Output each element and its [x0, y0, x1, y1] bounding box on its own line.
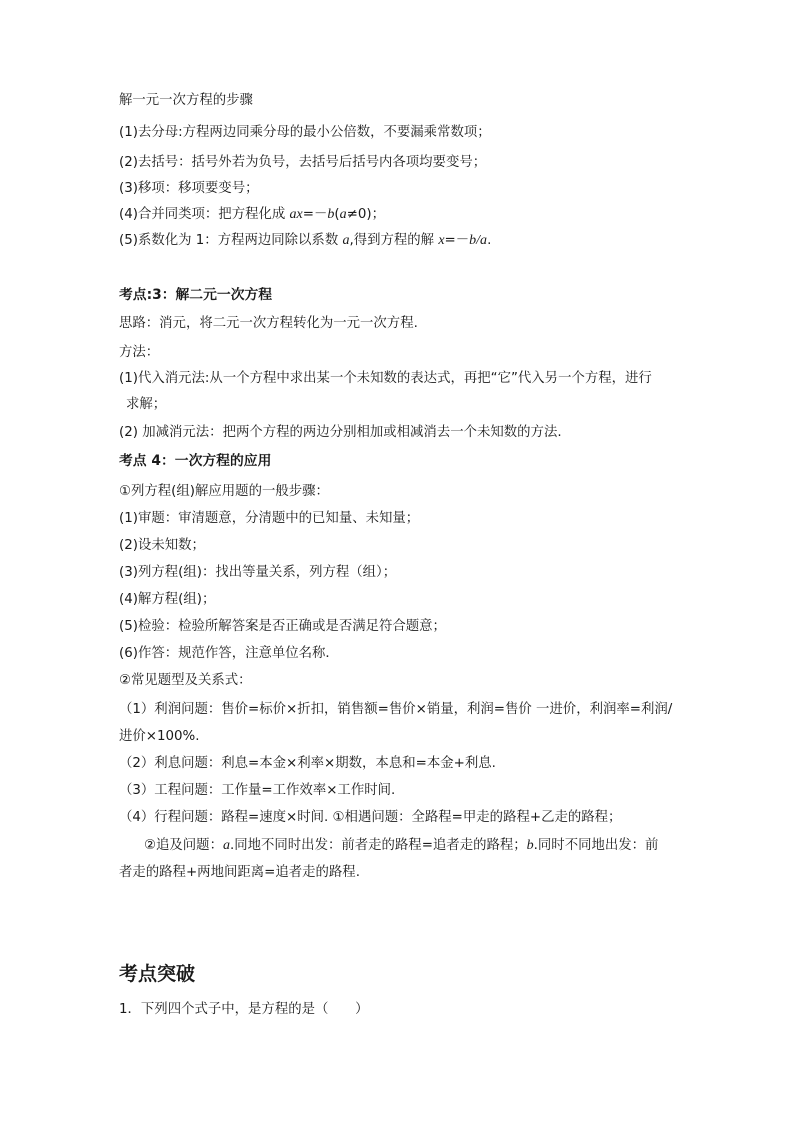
math-var: ax — [289, 207, 303, 222]
text-line-coefficient — [119, 232, 491, 250]
math-var: x — [438, 233, 445, 248]
text-line: （4）行程问题：路程=速度×时间. ①相遇问题：全路程=甲走的路程+乙走的路程； — [119, 810, 622, 825]
question-1: 1．下列四个式子中，是方程的是（ ） — [119, 1002, 369, 1017]
text-line: (1)去分母:方程两边同乘分母的最小公倍数，不要漏乘常数项； — [119, 125, 491, 140]
text-segment: .同时不同地出发：前 — [533, 838, 659, 853]
text-line: （2）利息问题：利息=本金×利率×期数，本息和=本金+利息. — [119, 756, 496, 771]
text-segment: =－ — [444, 233, 470, 248]
math-var: a — [222, 838, 230, 853]
text-line: (2) 加减消元法：把两个方程的两边分别相加或相减消去一个未知数的方法. — [119, 425, 562, 440]
text-line: 求解； — [126, 397, 167, 412]
text-line: 方法： — [119, 345, 160, 360]
text-segment: (5)系数化为 1：方程两边同除以系数 — [119, 233, 343, 248]
text-segment: ,得到方程的解 — [349, 233, 439, 248]
math-var: a — [339, 207, 347, 222]
math-var: b — [327, 207, 335, 222]
text-line: 思路：消元，将二元一次方程转化为一元一次方程. — [119, 316, 418, 331]
text-line: (2)设未知数； — [119, 538, 205, 553]
text-line: （1）利润问题：售价=标价×折扣，销售额=售价×销量，利润=售价 一进价，利润率=利润/ — [119, 702, 673, 717]
text-line: (4)解方程(组)； — [119, 592, 216, 607]
math-var: a — [342, 233, 350, 248]
math-var: b/a — [469, 233, 488, 248]
text-segment: ( — [334, 207, 340, 222]
text-line-pursuit — [144, 837, 658, 855]
text-line: 进价×100%. — [119, 729, 200, 744]
text-line: （3）工程问题：工作量=工作效率×工作时间. — [119, 783, 396, 798]
text-segment: ②追及问题： — [144, 838, 223, 853]
text-line: ②常见题型及关系式： — [119, 673, 252, 688]
text-line-combine-terms — [119, 206, 385, 224]
text-line: (1)审题：审清题意，分清题中的已知量、未知量； — [119, 511, 420, 526]
section-heading-breakthrough: 考点突破 — [119, 963, 196, 985]
text-line: (2)去括号：括号外若为负号，去括号后括号内各项均要变号； — [119, 155, 487, 170]
text-line: (3)移项：移项要变号； — [119, 181, 259, 196]
math-var: b — [526, 838, 534, 853]
text-segment: =－ — [302, 207, 328, 222]
section-heading-topic-4: 考点 4：一次方程的应用 — [119, 453, 272, 469]
text-segment: (4)合并同类项：把方程化成 — [119, 207, 290, 222]
text-line: (5)检验：检验所解答案是否正确或是否满足符合题意； — [119, 619, 446, 634]
text-line: ①列方程(组)解应用题的一般步骤： — [119, 484, 329, 499]
section-heading-solve-linear: 解一元一次方程的步骤 — [119, 93, 253, 108]
text-segment: ≠0)； — [346, 207, 385, 222]
section-heading-topic-3: 考点:3：解二元一次方程 — [119, 287, 273, 303]
text-line: (3)列方程(组)：找出等量关系，列方程（组）； — [119, 565, 397, 580]
text-line: 者走的路程+两地间距离=追者走的路程. — [119, 865, 360, 880]
text-segment: . — [487, 233, 492, 248]
text-line: (6)作答：规范作答，注意单位名称． — [119, 646, 339, 661]
text-segment: .同地不同时出发：前者走的路程=追者走的路程； — [229, 838, 527, 853]
text-line: (1)代入消元法:从一个方程中求出某一个未知数的表达式，再把“它”代入另一个方程，进行 — [119, 371, 652, 386]
